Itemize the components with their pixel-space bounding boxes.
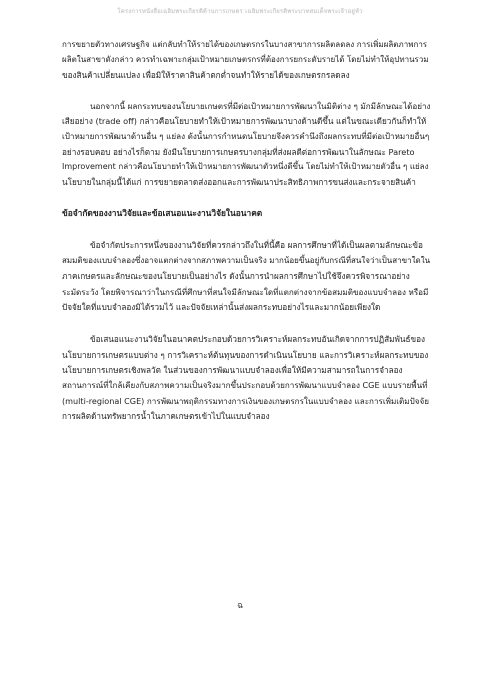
- text-line: ภาคเกษตรและลักษณะของนโยบายเป็นอย่างไร ดังนั้นการนำผลการศึกษาไปใช้จึงควรพิจารณาอย่าง: [62, 271, 410, 281]
- text-line: นโยบายการเกษตรแบบต่าง ๆ การวิเคราะห์ต้นทุนของการดำเนินนโยบาย และการวิเคราะห์ผลกระทบของ: [62, 350, 429, 360]
- text-line: ผลิตในสาขาดังกล่าว ควรทำเฉพาะกลุ่มเป้าหมายเกษตรกรที่ต้องการยกระดับรายได้ โดยไม่ทำให้อุปทานรวม: [62, 55, 429, 64]
- text-line: สถานการณ์ที่ใกล้เคียงกับสภาพความเป็นจริงมากขึ้นประกอบด้วยการพัฒนาแบบจำลอง CGE แบบรายพื้นที่: [62, 380, 428, 390]
- header-watermark: โครงการหนังสือเฉลิมพระเกียรติด้านการเกษตร เฉลิมพระเกียรติพระบาทสมเด็จพระเจ้าอยู่หัว: [117, 8, 363, 15]
- text-line: (multi-regional CGE) การพัฒนาพฤติกรรมทางการเงินของเกษตรกรในแบบจำลอง และการเพิ่มเติมปัจจัย: [62, 396, 430, 406]
- section-heading: ข้อจำกัดของงานวิจัยและข้อเสนอแนะงานวิจัยในอนาคต: [62, 208, 263, 218]
- text-line: ข้อจำกัดประการหนึ่งของงานวิจัยที่ควรกล่าวถึงในที่นี้คือ ผลการศึกษาที่ได้เป็นผลตามลักษณะข้อ: [90, 240, 423, 250]
- text-line: นอกจากนี้ ผลกระทบของนโยบายเกษตรที่มีต่อเป้าหมายการพัฒนาในมิติต่าง ๆ มักมีลักษณะได้อย่าง: [90, 101, 431, 111]
- text-line: นโยบายการเกษตรเชิงพลวัต ในส่วนของการพัฒนาแบบจำลองเพื่อให้มีความสามารถในการจำลอง: [62, 365, 403, 375]
- text-line: ข้อเสนอแนะงานวิจัยในอนาคตประกอบด้วยการวิเคราะห์ผลกระทบอันเกิดจากการปฏิสัมพันธ์ของ: [90, 334, 426, 344]
- text-line: การขยายตัวทางเศรษฐกิจ แต่กลับทำให้รายได้ของเกษตรกรในบางสาขาการผลิตลดลง การเพิ่มผลิตภาพการ: [62, 40, 428, 49]
- text-line: การผลิตด้านทรัพยากรน้ำในภาคเกษตรเข้าไปในแบบจำลอง: [62, 411, 270, 421]
- text-line: ของสินค้าเปลี่ยนแปลง เพื่อมิให้ราคาสินค้าตกต่ำจนทำให้รายได้ของเกษตรกรลดลง: [62, 70, 350, 80]
- text-line: สมมติของแบบจำลองซึ่งอาจแตกต่างจากสภาพความเป็นจริง มากน้อยขึ้นอยู่กับกรณีที่สนใจว่าเป็นสาขาใดใน: [62, 256, 431, 265]
- page-number: ฉ: [237, 601, 243, 611]
- text-line: เป้าหมายการพัฒนาด้านอื่น ๆ แย่ลง ดังนั้นการกำหนดนโยบายจึงควรคำนึงถึงผลกระทบที่มีต่อเป้าหมายอื่นๆ: [62, 131, 430, 141]
- text-line: ระมัดระวัง โดยพิจารณาว่าในกรณีที่ศึกษาที่สนใจมีลักษณะใดที่แตกต่างจากข้อสมมติของแบบจำลอง หรือมี: [62, 287, 429, 297]
- text-line: อย่างรอบคอบ อย่างไรก็ตาม ยังมีนโยบายการเกษตรบางกลุ่มที่ส่งผลดีต่อการพัฒนาในลักษณะ Pareto: [62, 147, 415, 157]
- text-line: นโยบายในกลุ่มนี้ได้แก่ การขยายตลาดส่งออกและการพัฒนาประสิทธิภาพการขนส่งและกระจายสินค้า: [62, 177, 416, 187]
- text-line: Improvement กล่าวคือนโยบายทำให้เป้าหมายการพัฒนาตัวหนึ่งดีขึ้น โดยไม่ทำให้เป้าหมายตัวอื่น ๆ แย่ลง: [62, 162, 429, 171]
- text-line: ปัจจัยใดที่แบบจำลองมิได้รวมไว้ และปัจจัยเหล่านั้นส่งผลกระทบอย่างไรและมากน้อยเพียงใด: [62, 302, 381, 312]
- text-line: เสียอย่าง (trade off) กล่าวคือนโยบายทำให้เป้าหมายการพัฒนาบางด้านดีขึ้น แต่ในขณะเดียวกันก็ทำให้: [62, 116, 427, 126]
